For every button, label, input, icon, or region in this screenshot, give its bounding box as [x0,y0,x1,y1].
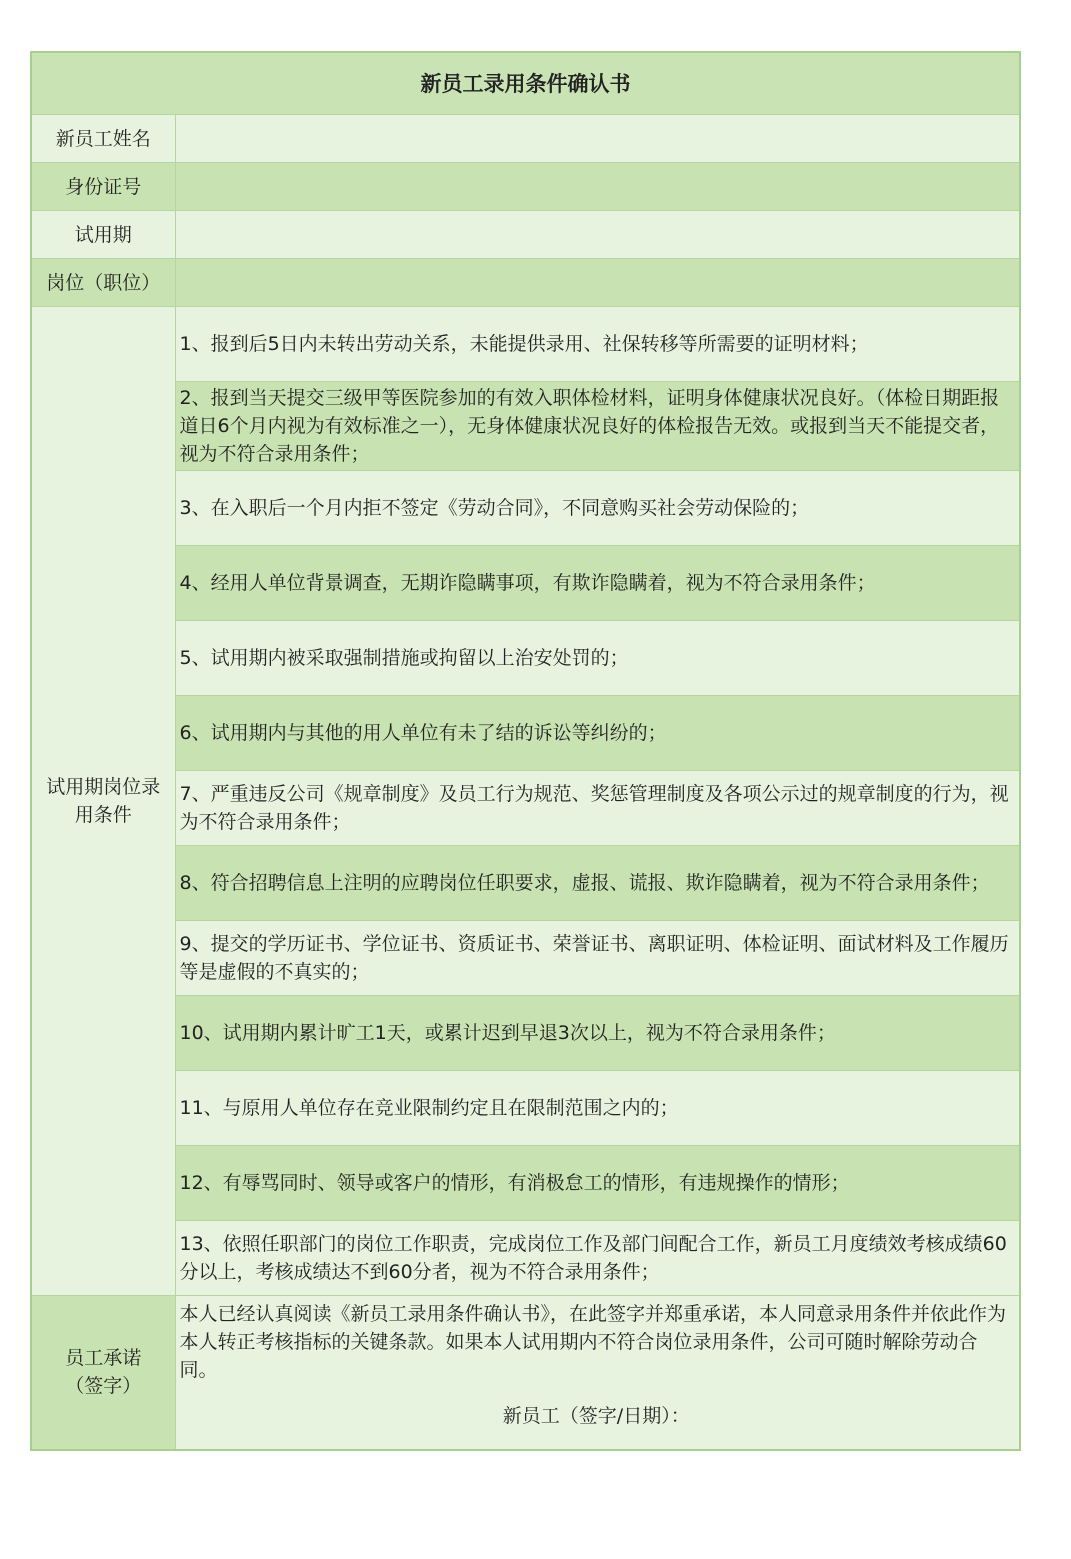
form-title: 新员工录用条件确认书 [31,52,1020,115]
condition-item: 11、与原用人单位存在竞业限制约定且在限制范围之内的； [175,1071,1020,1146]
condition-item: 2、报到当天提交三级甲等医院参加的有效入职体检材料，证明身体健康状况良好。（体检日期距报道日6个月内视为有效标准之一），无身体健康状况良好的体检报告无效。或报到当天不能提交者，视为不符合录用条件； [175,382,1020,471]
condition-item: 12、有辱骂同时、领导或客户的情形，有消极怠工的情形，有违规操作的情形； [175,1146,1020,1221]
condition-item: 8、符合招聘信息上注明的应聘岗位任职要求，虚报、谎报、欺诈隐瞒着，视为不符合录用条件； [175,846,1020,921]
id-number-input-cell[interactable] [175,163,1020,211]
conditions-label: 试用期岗位录用条件 [31,307,175,1296]
probation-label: 试用期 [31,211,175,259]
condition-item: 6、试用期内与其他的用人单位有未了结的诉讼等纠纷的； [175,696,1020,771]
name-label: 新员工姓名 [31,115,175,163]
position-label: 岗位（职位） [31,259,175,307]
pledge-label [31,1296,175,1450]
confirmation-form-table [30,51,1021,1451]
condition-item: 1、报到后5日内未转出劳动关系，未能提供录用、社保转移等所需要的证明材料； [175,307,1020,382]
pledge-label-line1: 员工承诺 [65,1347,142,1370]
condition-item: 13、依照任职部门的岗位工作职责，完成岗位工作及部门间配合工作，新员工月度绩效考核成绩60分以上，考核成绩达不到60分者，视为不符合录用条件； [175,1221,1020,1296]
pledge-cell [175,1296,1020,1450]
condition-item: 3、在入职后一个月内拒不签定《劳动合同》，不同意购买社会劳动保险的； [175,471,1020,546]
name-input-cell[interactable] [175,115,1020,163]
condition-item: 7、严重违反公司《规章制度》及员工行为规范、奖惩管理制度及各项公示过的规章制度的行为，视为不符合录用条件； [175,771,1020,846]
pledge-label-line2: （签字） [65,1375,142,1398]
probation-input-cell[interactable] [175,211,1020,259]
condition-item: 4、经用人单位背景调查，无期诈隐瞒事项，有欺诈隐瞒着，视为不符合录用条件； [175,546,1020,621]
position-input-cell[interactable] [175,259,1020,307]
condition-item: 5、试用期内被采取强制措施或拘留以上治安处罚的； [175,621,1020,696]
condition-item: 10、试用期内累计旷工1天，或累计迟到早退3次以上，视为不符合录用条件； [175,996,1020,1071]
id-number-label: 身份证号 [31,163,175,211]
condition-item: 9、提交的学历证书、学位证书、资质证书、荣誉证书、离职证明、体检证明、面试材料及工作履历等是虚假的不真实的； [175,921,1020,996]
signature-date-field[interactable]: 新员工（签字/日期）： [502,1405,690,1427]
pledge-text: 本人已经认真阅读《新员工录用条件确认书》，在此签字并郑重承诺，本人同意录用条件并依此作为本人转正考核指标的关键条款。如果本人试用期内不符合岗位录用条件，公司可随时解除劳动合同。 [179,1303,1007,1381]
